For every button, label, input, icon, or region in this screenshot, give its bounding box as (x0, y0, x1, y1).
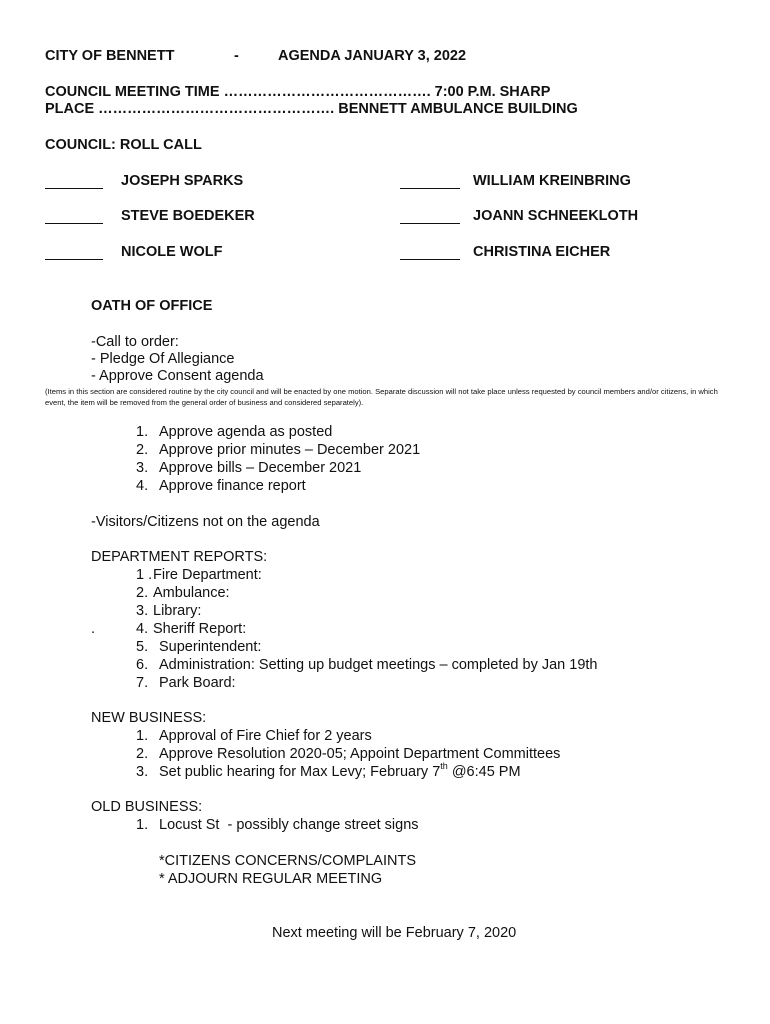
roll-blank (400, 188, 460, 189)
opening-item: - Pledge Of Allegiance (91, 351, 235, 367)
dept-item-num: 7. (136, 675, 149, 691)
header-dash: - (234, 48, 239, 64)
next-meeting: Next meeting will be February 7, 2020 (272, 925, 517, 941)
hearing-time: @6:45 PM (447, 764, 521, 780)
consent-item: Approve prior minutes – December 2021 (159, 442, 421, 458)
roll-blank (400, 259, 460, 260)
council-member: WILLIAM KREINBRING (473, 173, 631, 189)
dept-item-num: 5. (136, 639, 149, 655)
citizens-concerns: *CITIZENS CONCERNS/COMPLAINTS (159, 853, 416, 869)
roll-blank (45, 259, 103, 260)
roll-blank (45, 188, 103, 189)
council-member: CHRISTINA EICHER (473, 244, 611, 260)
new-business-title: NEW BUSINESS: (91, 710, 207, 726)
roll-call-title: COUNCIL: ROLL CALL (45, 137, 202, 153)
council-member: NICOLE WOLF (121, 244, 223, 260)
new-business-num: 1. (136, 728, 149, 744)
new-business-item (159, 761, 521, 780)
adjourn: * ADJOURN REGULAR MEETING (159, 871, 383, 887)
roll-blank (400, 223, 460, 224)
old-business-item: Locust St - possibly change street signs (159, 817, 419, 833)
new-business-num: 3. (136, 764, 149, 780)
new-business-item: Approve Resolution 2020-05; Appoint Department Committees (159, 746, 561, 762)
council-member: STEVE BOEDEKER (121, 208, 255, 224)
dept-item: Fire Department: (153, 567, 262, 583)
oath-of-office: OATH OF OFFICE (91, 298, 213, 314)
dept-item: Superintendent: (159, 639, 262, 655)
agenda-date: AGENDA JANUARY 3, 2022 (278, 48, 467, 64)
dept-item-num: 1 . (136, 567, 153, 583)
ordinal-suffix: th (440, 761, 448, 771)
dept-item-num: 3. (136, 603, 149, 619)
consent-item: Approve agenda as posted (159, 424, 333, 440)
consent-item-num: 4. (136, 478, 149, 494)
consent-item-num: 3. (136, 460, 149, 476)
dept-reports-title: DEPARTMENT REPORTS: (91, 549, 268, 565)
consent-note: (Items in this section are considered routine by the city council and will be enacted by one motion. Separate discussion will not take place unless requested by council members and/or citizens, in which event, the item will be removed from the general order of business and considered separately). (45, 387, 718, 407)
council-member: JOANN SCHNEEKLOTH (473, 208, 639, 224)
opening-item: - Approve Consent agenda (91, 368, 264, 384)
city-name: CITY OF BENNETT (45, 48, 175, 64)
consent-item-num: 1. (136, 424, 149, 440)
meeting-place: PLACE …………………………………………. BENNETT AMBULANCE BUILDING (45, 101, 578, 117)
stray-dot: . (91, 621, 96, 637)
dept-item: Administration: Setting up budget meetings – completed by Jan 19th (159, 657, 598, 673)
visitors-item: -Visitors/Citizens not on the agenda (91, 514, 320, 530)
old-business-title: OLD BUSINESS: (91, 799, 203, 815)
dept-item-num: 6. (136, 657, 149, 673)
new-business-num: 2. (136, 746, 149, 762)
consent-item-num: 2. (136, 442, 149, 458)
new-business-item: Approval of Fire Chief for 2 years (159, 728, 372, 744)
dept-item: Sheriff Report: (153, 621, 247, 637)
dept-item-num: 4. (136, 621, 149, 637)
dept-item-num: 2. (136, 585, 149, 601)
dept-item: Park Board: (159, 675, 236, 691)
dept-item: Library: (153, 603, 202, 619)
consent-item: Approve bills – December 2021 (159, 460, 362, 476)
consent-item: Approve finance report (159, 478, 306, 494)
council-member: JOSEPH SPARKS (121, 173, 244, 189)
dept-item: Ambulance: (153, 585, 230, 601)
hearing-text: Set public hearing for Max Levy; February 7 (159, 764, 441, 780)
old-business-num: 1. (136, 817, 149, 833)
meeting-time: COUNCIL MEETING TIME ……………………………………. 7:00 P.M. SHARP (45, 84, 551, 100)
roll-blank (45, 223, 103, 224)
opening-item: -Call to order: (91, 334, 179, 350)
